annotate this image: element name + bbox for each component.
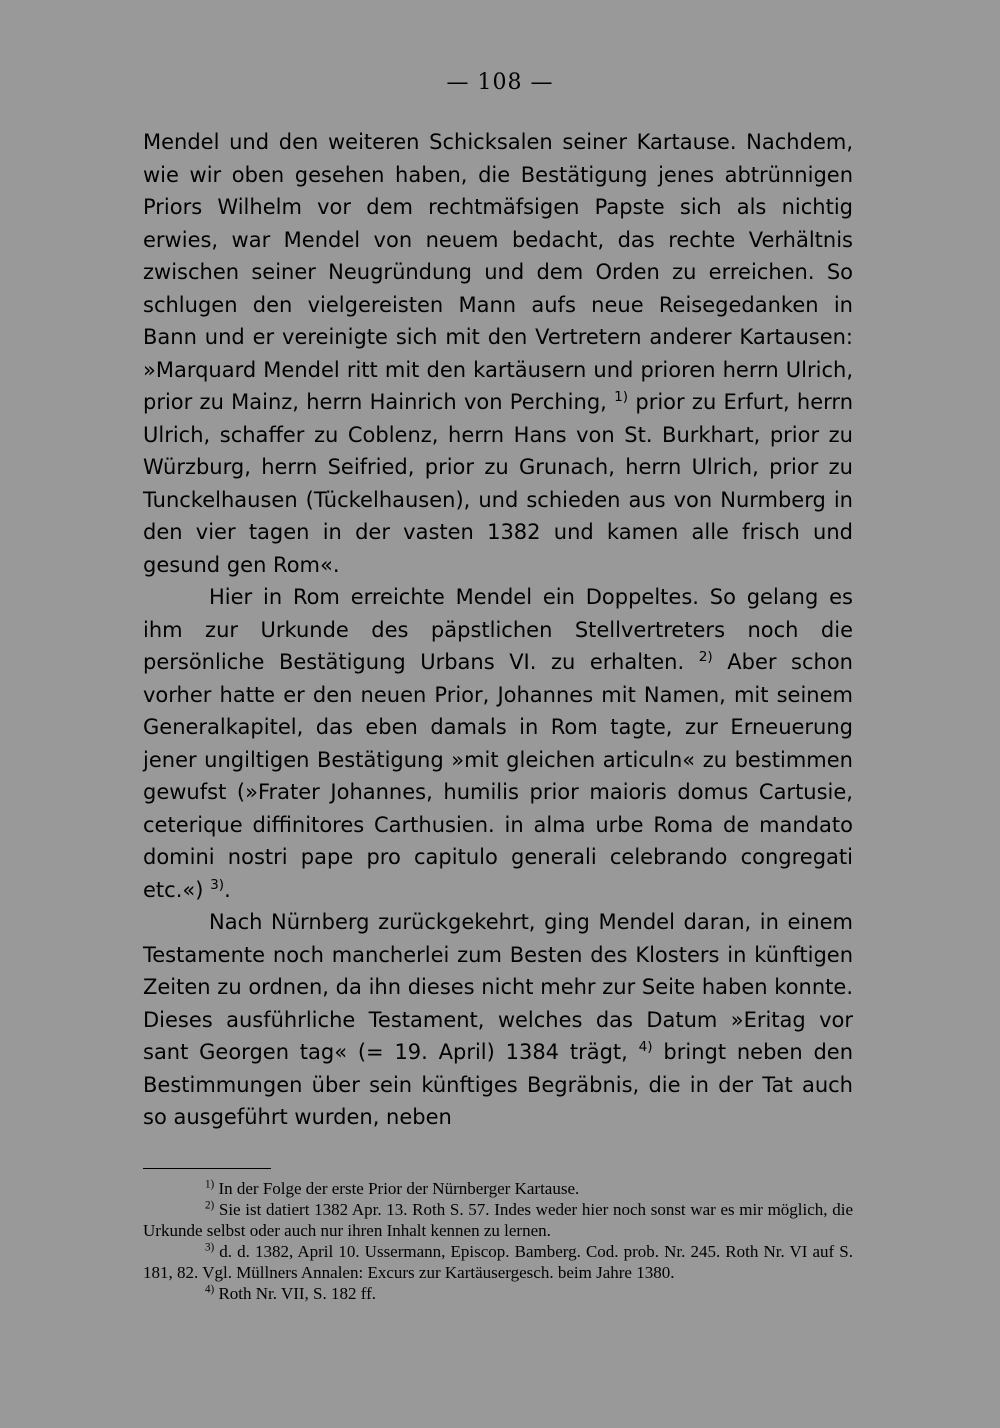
paragraph-text: Aber schon vorher hatte er den neuen Prior, Johannes mit Namen, mit seinem Generalkapitel, das eben damals in Rom tagte, zur Erneuerung jener ungiltigen Bestätigung »mit gleichen articuln« zu bestimmen gewufst (»Frater Johannes, humilis prior maioris domus Cartusie, ceterique diffinitores Carthusien. in alma urbe Roma de mandato domini nostri pape pro capitulo generali celebrando congregati etc.«) — [143, 650, 853, 902]
footnote — [143, 1199, 853, 1241]
main-text — [143, 126, 853, 1134]
paragraph-text: prior zu Erfurt, herrn Ulrich, schaffer zu Coblenz, herrn Hans von St. Burkhart, prior zu Würzburg, herrn Seifried, prior zu Grunach, herrn Ulrich, prior zu Tunckelhausen (Tückelhausen), und schieden aus von Nurmberg in den vier tagen in der vasten 1382 und kamen alle frisch und gesund gen Rom«. — [143, 390, 853, 577]
footnote-text: In der Folge der erste Prior der Nürnberger Kartause. — [214, 1179, 580, 1198]
paragraph-text: . — [224, 877, 231, 902]
footnote — [143, 1178, 853, 1199]
footnotes — [143, 1178, 853, 1304]
paragraph — [143, 906, 853, 1134]
footnote-divider — [143, 1168, 271, 1169]
paragraph-text: bringt neben den Bestimmungen über sein künftiges Begräbnis, die in der Tat auch so ausgeführt wurden, neben — [143, 1040, 854, 1129]
footnote-mark: 4) — [205, 1283, 215, 1296]
footnote-reference: 2) — [698, 649, 713, 665]
footnote-mark: 2) — [205, 1199, 215, 1212]
paragraph-text: Nach Nürnberg zurückgekehrt, ging Mendel daran, in einem Testamente noch mancherlei zum Besten des Klosters in künftigen Zeiten zu ordnen, da ihn dieses nicht mehr zur Seite haben konnte. Dieses ausführliche Testament, welches das Datum »Eritag vor sant Georgen tag« (= 19. April) 1384 trägt, — [143, 910, 853, 1064]
paragraph — [143, 126, 853, 581]
footnote-reference: 4) — [638, 1039, 653, 1055]
footnote-reference: 3) — [210, 876, 225, 893]
footnote-text: Sie ist datiert 1382 Apr. 13. Roth S. 57. Indes weder hier noch sonst war es mir möglich, die Urkunde selbst oder auch nur ihren Inhalt kennen zu lernen. — [143, 1200, 853, 1240]
footnote-text: Roth Nr. VII, S. 182 ff. — [214, 1284, 377, 1303]
paragraph-text: Hier in Rom erreichte Mendel ein Doppeltes. So gelang es ihm zur Urkunde des päpstlichen Stellvertreters noch die persönliche Bestätigung Urbans VI. zu erhalten. — [143, 585, 853, 674]
footnote-mark: 1) — [205, 1178, 215, 1191]
footnote-mark: 3) — [205, 1241, 215, 1254]
paragraph-text: Mendel und den weiteren Schicksalen seiner Kartause. Nachdem, wie wir oben gesehen haben, die Bestätigung jenes abtrünnigen Priors Wilhelm vor dem rechtmäfsigen Papste sich als nichtig erwies, war Mendel von neuem bedacht, das rechte Verhältnis zwischen seiner Neugründung und dem Orden zu erreichen. So schlugen den vielgereisten Mann aufs neue Reisegedanken in Bann und er vereinigte sich mit den Vertretern anderer Kartausen: »Marquard Mendel ritt mit den kartäusern und prioren herrn Ulrich, prior zu Mainz, herrn Hainrich von Perching, — [143, 130, 853, 414]
paragraph — [143, 581, 853, 906]
footnote — [143, 1241, 853, 1283]
footnote — [143, 1283, 853, 1304]
page-number: — 108 — — [446, 70, 554, 95]
footnote-text: d. d. 1382, April 10. Ussermann, Episcop. Bamberg. Cod. prob. Nr. 245. Roth Nr. VI auf S. 181, 82. Vgl. Müllners Annalen: Excurs zur Kartäusergesch. beim Jahre 1380. — [143, 1242, 853, 1282]
footnote-reference: 1) — [614, 389, 629, 405]
